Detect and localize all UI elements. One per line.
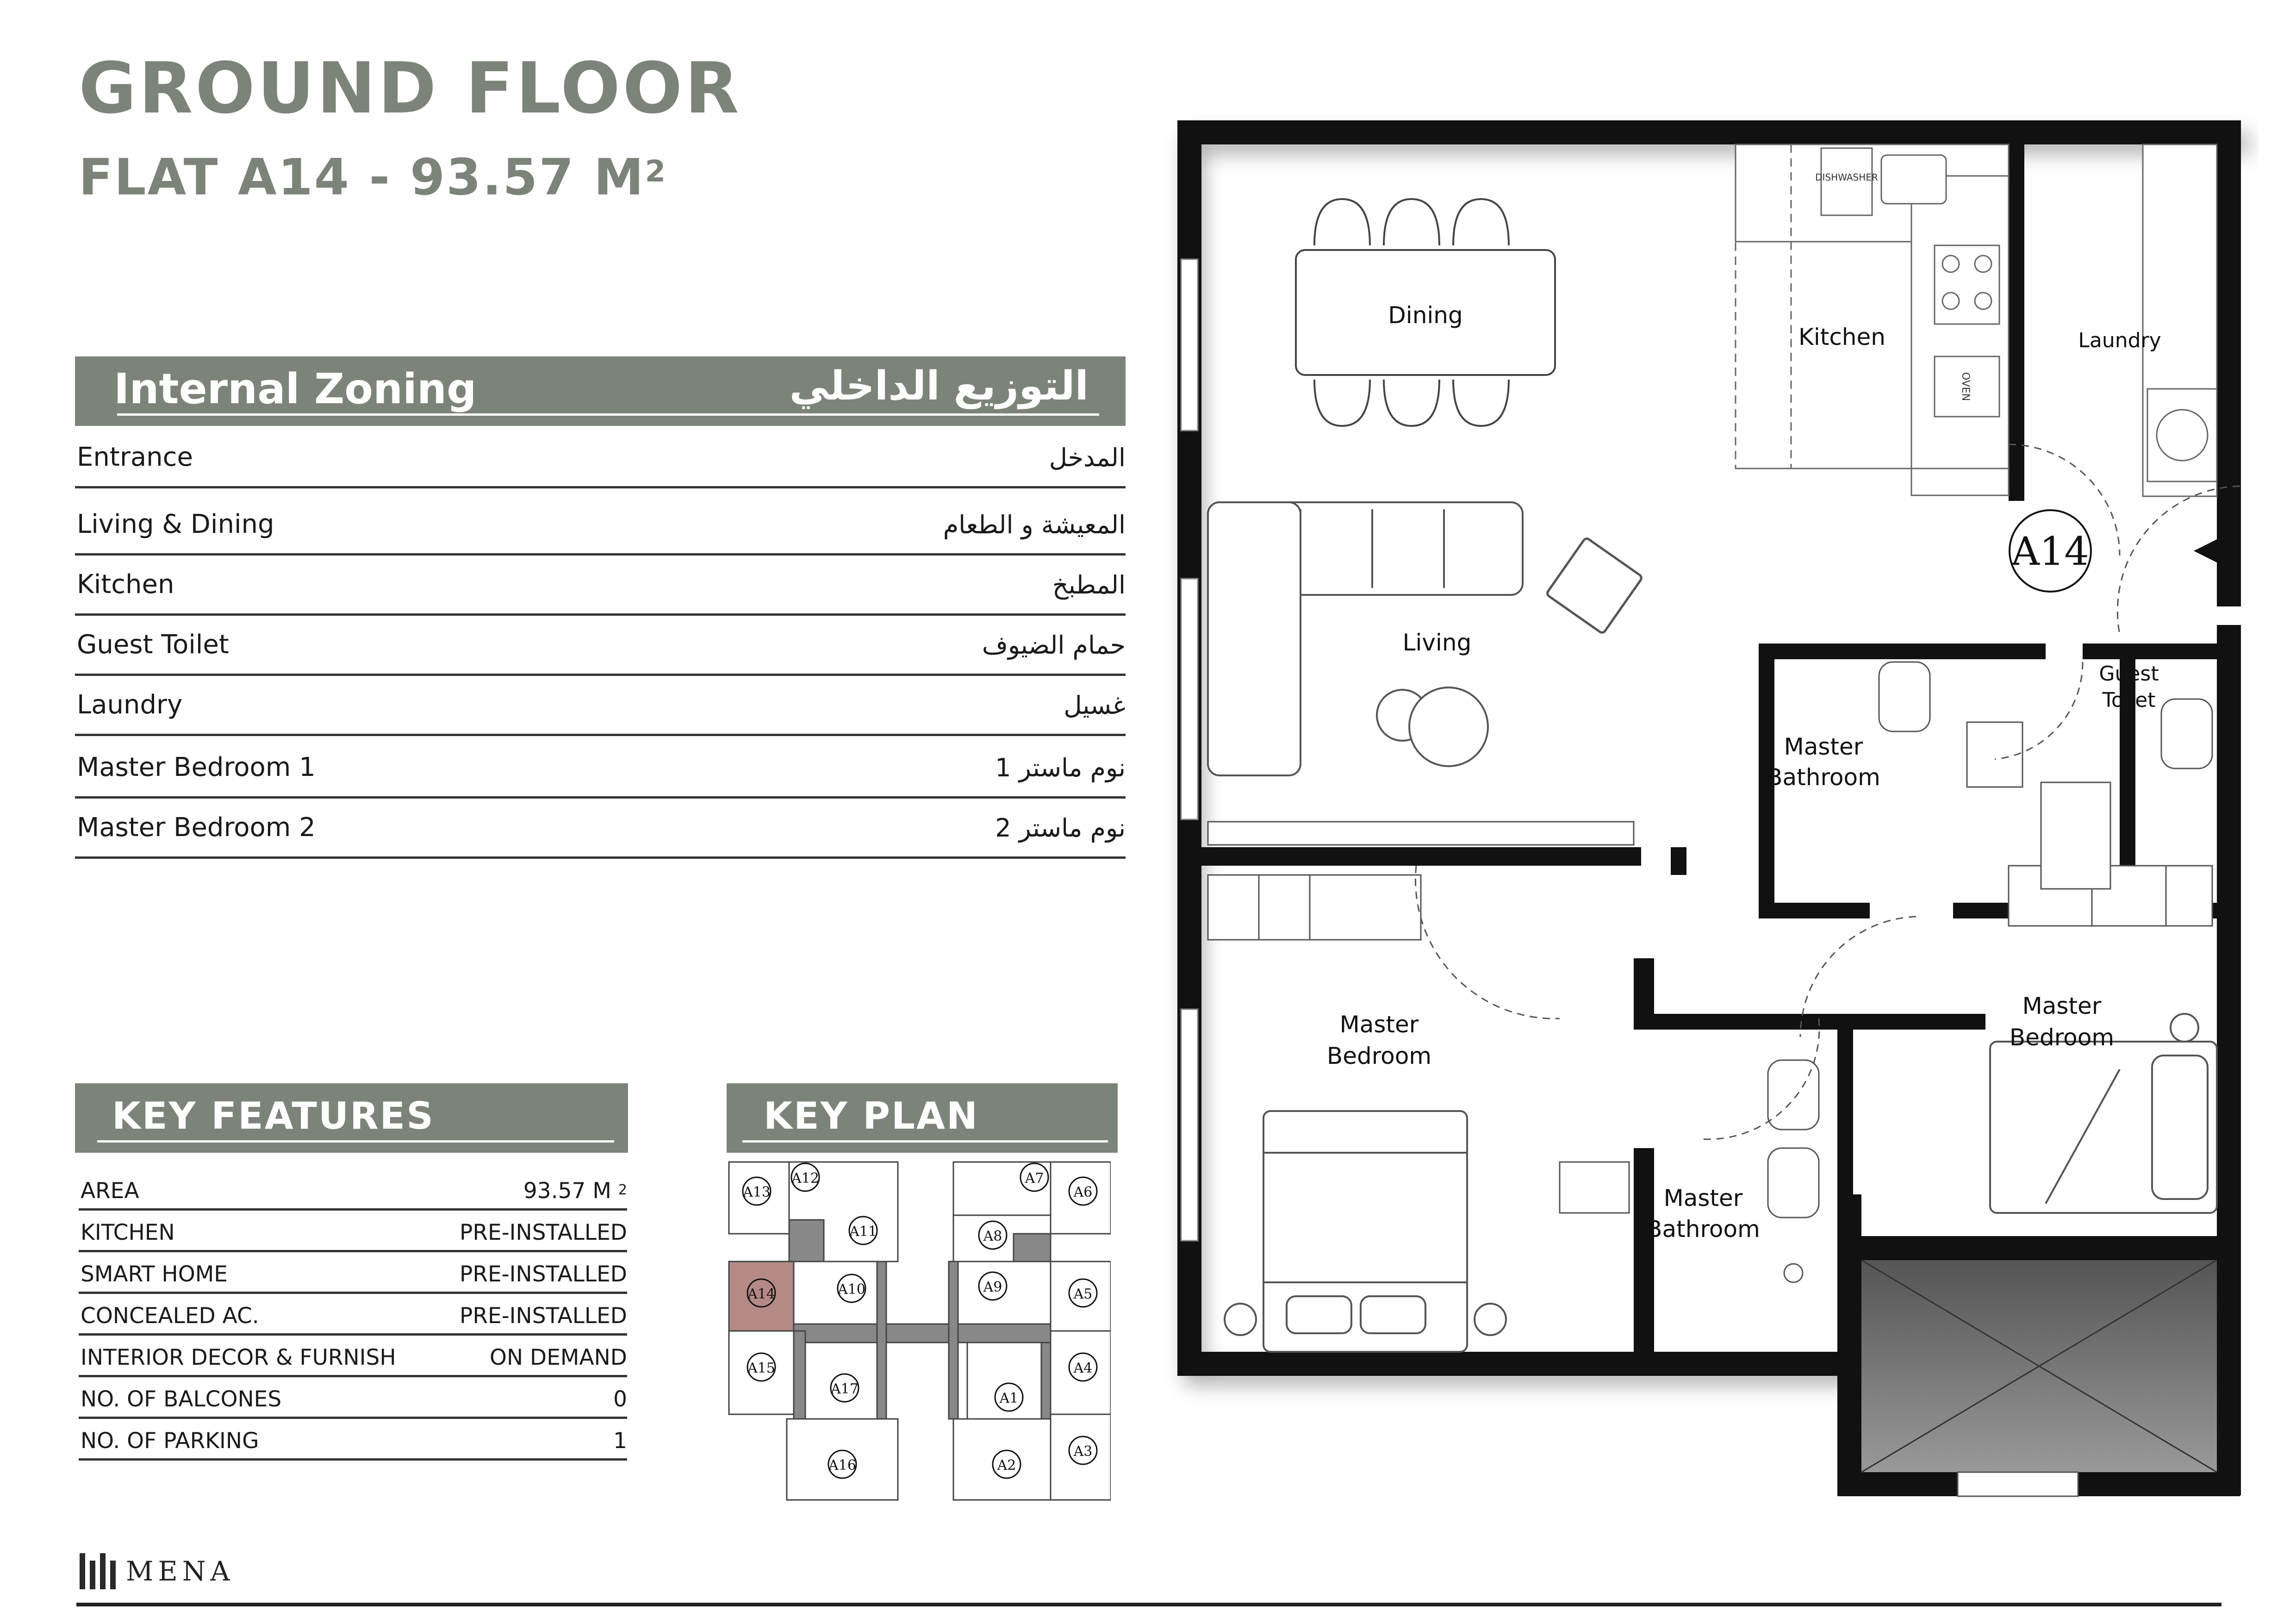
- room-label-master-bedroom-1b: Bedroom: [1326, 1043, 1432, 1069]
- zoning-row: [75, 736, 1126, 799]
- room-label-master-bedroom-2b: Bedroom: [2009, 1024, 2115, 1051]
- key-feature-value: [460, 1303, 627, 1329]
- room-label-kitchen: Kitchen: [1798, 324, 1885, 350]
- coffee-tables: [1377, 687, 1488, 766]
- keyplan-unit-label: A9: [983, 1279, 1002, 1295]
- key-plan-heading: [727, 1083, 1118, 1153]
- keyplan-unit-label: A1: [999, 1390, 1019, 1406]
- zoning-row: [75, 613, 1126, 676]
- keyplan-core-left-vertical: [877, 1262, 886, 1419]
- kitchen-counters: [1736, 144, 2009, 495]
- room-label-master-bedroom-2a: Master: [2022, 993, 2102, 1019]
- key-feature-value: [613, 1387, 627, 1412]
- key-feature-row: [79, 1417, 627, 1461]
- room-label-living: Living: [1402, 629, 1472, 656]
- bed-bedroom-1: [1225, 1111, 1506, 1352]
- key-feature-label: SMART HOME: [81, 1262, 228, 1287]
- keyplan-core-right-vertical: [949, 1262, 958, 1419]
- keyplan-unit-label: A15: [747, 1360, 775, 1376]
- key-feature-value: [460, 1220, 627, 1245]
- zoning-row: [75, 674, 1126, 736]
- brand-name: MENA: [126, 1555, 235, 1587]
- room-label-guest-toilet-1: Guest: [2099, 662, 2159, 686]
- key-feature-label: NO. OF PARKING: [81, 1428, 259, 1454]
- zoning-row-ar: المدخل: [1049, 443, 1126, 472]
- zoning-row-ar: غسيل: [1064, 691, 1126, 720]
- key-feature-value: [613, 1428, 627, 1454]
- keyplan-unit-label: A10: [838, 1281, 865, 1298]
- zoning-row-ar: نوم ماستر 1: [995, 753, 1126, 782]
- keyplan-unit-label: A5: [1073, 1286, 1093, 1302]
- oven-label: OVEN: [1960, 372, 1971, 401]
- zoning-row-ar: المعيشة و الطعام: [943, 510, 1126, 539]
- key-features-heading: [75, 1083, 628, 1153]
- floor-plan-drawing: [1157, 106, 2259, 1569]
- wardrobe-bedroom-1: [1208, 875, 1421, 940]
- key-plan-heading-text: KEY PLAN: [764, 1094, 979, 1137]
- key-feature-row: [79, 1167, 627, 1211]
- keyplan-unit-label: A11: [849, 1224, 877, 1240]
- key-feature-value-sup: 2: [618, 1182, 627, 1198]
- key-feature-value-text: PRE-INSTALLED: [460, 1220, 627, 1245]
- room-label-guest-toilet-2: Toilet: [2102, 688, 2156, 712]
- zoning-row-en: Master Bedroom 1: [77, 752, 316, 782]
- dishwasher-label: DISHWASHER: [1815, 172, 1878, 183]
- heading-underline: [117, 413, 1099, 416]
- internal-zoning-heading: [75, 356, 1126, 426]
- keyplan-unit-label: A3: [1073, 1443, 1093, 1460]
- zoning-row-en: Kitchen: [77, 569, 174, 600]
- left-windows: [1181, 259, 1198, 1241]
- key-feature-value: [490, 1345, 627, 1370]
- key-features-heading-text: KEY FEATURES: [112, 1094, 435, 1137]
- desk-chair: [1560, 1162, 1629, 1213]
- zoning-row: [75, 493, 1126, 556]
- zoning-row-en: Guest Toilet: [77, 630, 229, 660]
- room-label-dining: Dining: [1388, 302, 1463, 329]
- keyplan-unit-label: A13: [743, 1184, 771, 1200]
- room-label-master-bathroom-2a: Master: [1663, 1185, 1743, 1212]
- keyplan-unit-label: A12: [791, 1170, 819, 1187]
- flat-subtitle: [79, 149, 667, 206]
- key-feature-value-text: 93.57 M: [523, 1178, 611, 1204]
- key-feature-label: AREA: [81, 1178, 139, 1204]
- key-feature-value: [460, 1262, 627, 1287]
- door-swings: [1415, 444, 2240, 1139]
- keyplan-core-right: [1014, 1234, 1051, 1262]
- keyplan-unit-label: A6: [1073, 1184, 1093, 1200]
- key-feature-label: KITCHEN: [81, 1220, 175, 1245]
- keyplan-stair-left: [794, 1331, 805, 1419]
- zoning-row: [75, 553, 1126, 616]
- room-label-laundry: Laundry: [2078, 329, 2161, 352]
- zoning-row: [75, 796, 1126, 859]
- keyplan-unit-label: A17: [831, 1381, 859, 1397]
- keyplan-unit-label: A16: [828, 1457, 856, 1474]
- flat-subtitle-sup: 2: [645, 155, 667, 189]
- tv-console: [1208, 822, 1634, 845]
- internal-zoning-heading-ar: التوزيع الداخلي: [789, 363, 1089, 409]
- laundry-fixtures: [2143, 144, 2217, 496]
- key-feature-value-text: 1: [613, 1428, 627, 1454]
- keyplan-stair-right: [1041, 1343, 1051, 1419]
- key-feature-label: INTERIOR DECOR & FURNISH: [81, 1345, 396, 1370]
- zoning-row-en: Entrance: [77, 442, 193, 472]
- armchair: [1546, 537, 1643, 634]
- key-feature-value-text: PRE-INSTALLED: [460, 1262, 627, 1287]
- keyplan-unit-label: A7: [1025, 1170, 1044, 1187]
- key-feature-row: [79, 1333, 627, 1377]
- zoning-row: [75, 426, 1126, 488]
- zoning-row-en: Laundry: [77, 690, 183, 720]
- flat-subtitle-text: FLAT A14 - 93.57 M: [79, 149, 645, 206]
- page-title: GROUND FLOOR: [79, 47, 741, 129]
- keyplan-corridor: [794, 1324, 1051, 1343]
- key-feature-label: CONCEALED AC.: [81, 1303, 259, 1329]
- keyplan-unit-label: A14: [747, 1286, 775, 1302]
- mena-logo: [80, 1553, 234, 1589]
- keyplan-unit-label: A4: [1073, 1360, 1093, 1376]
- key-feature-value-text: ON DEMAND: [489, 1345, 627, 1370]
- room-label-master-bathroom-2b: Bathroom: [1646, 1216, 1760, 1243]
- zoning-row-en: Master Bedroom 2: [77, 812, 316, 843]
- key-feature-value-text: 0: [613, 1387, 627, 1412]
- key-feature-row: [79, 1250, 627, 1294]
- keyplan-block-a1: [967, 1343, 1051, 1419]
- void-shaft: [1861, 1260, 2217, 1496]
- internal-zoning-heading-en: Internal Zoning: [114, 365, 477, 413]
- key-feature-row: [79, 1208, 627, 1252]
- key-feature-value: [523, 1178, 627, 1204]
- zoning-row-ar: نوم ماستر 2: [995, 813, 1126, 843]
- room-label-master-bathroom-1b: Bathroom: [1767, 764, 1880, 791]
- room-label-master-bedroom-1a: Master: [1339, 1011, 1419, 1038]
- key-feature-row: [79, 1292, 627, 1336]
- unit-tag: A14: [2011, 529, 2089, 574]
- keyplan-unit-label: A8: [983, 1228, 1002, 1244]
- key-plan-diagram: [727, 1160, 1111, 1502]
- keyplan-core-left: [789, 1220, 824, 1262]
- key-feature-value-text: PRE-INSTALLED: [460, 1303, 627, 1329]
- zoning-row-ar: حمام الضيوف: [982, 631, 1126, 660]
- zoning-row-en: Living & Dining: [77, 509, 274, 539]
- room-label-master-bathroom-1a: Master: [1784, 733, 1863, 760]
- heading-underline: [742, 1140, 1108, 1143]
- mena-logo-icon: [80, 1553, 116, 1589]
- keyplan-unit-label: A2: [997, 1457, 1016, 1474]
- key-feature-row: [79, 1375, 627, 1419]
- heading-underline: [97, 1140, 614, 1143]
- key-feature-label: NO. OF BALCONES: [81, 1387, 282, 1412]
- entrance-arrow-icon: [2194, 532, 2231, 569]
- footer-rule: [76, 1603, 2221, 1606]
- zoning-row-ar: المطبخ: [1052, 570, 1126, 600]
